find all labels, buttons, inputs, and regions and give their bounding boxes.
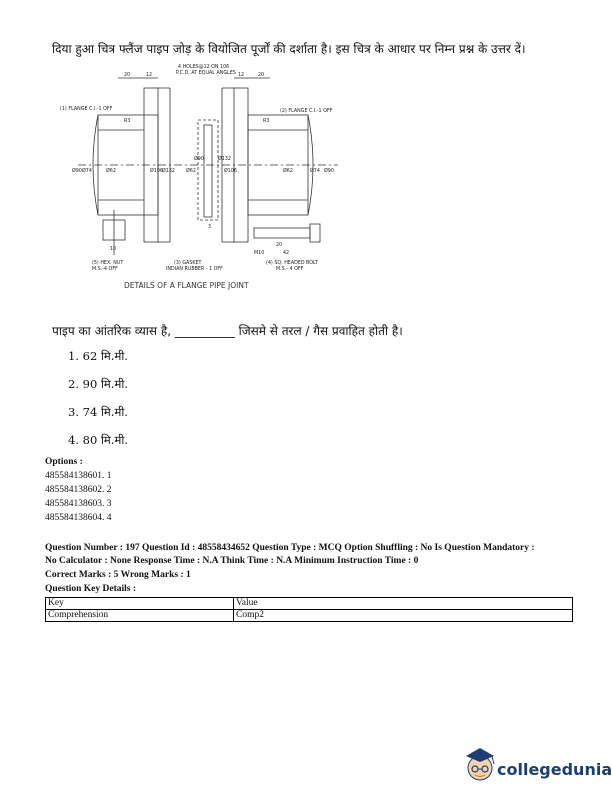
gasket-shape	[204, 125, 212, 217]
table-cell-value: Comp2	[234, 610, 573, 622]
option-value: 62	[82, 349, 98, 363]
sq-headed-bolt-shape	[254, 228, 310, 238]
dim-16: Ø62	[283, 169, 293, 174]
table-cell-key: Comprehension	[46, 610, 234, 622]
dim-22: 42	[283, 251, 290, 256]
option-id-1: 485584138601. 1	[45, 471, 112, 481]
holes-note-2: P.C.D. AT EQUAL ANGLES	[176, 71, 236, 76]
option-3[interactable]	[68, 405, 128, 420]
intro-text: दिया हुआ चित्र फ्लैंज पाइप जोड़ के वियोजित पूर्जों की दर्शाता है। इस चित्र के आधार पर निम्न प्रश्न के उत्तर दें।	[52, 42, 526, 56]
dim-17: Ø74	[310, 169, 320, 174]
meta-line-1: Question Number : 197 Question Id : 48558434652 Question Type : MCQ Option Shuffling : No Is Question Mandatory :	[45, 543, 535, 553]
question-text: पाइप का आंतरिक व्यास है, __________ जिसमे से तरल / गैस प्रवाहित होती है।	[52, 324, 403, 338]
dim-13: Ø90	[194, 157, 204, 162]
dim-15: Ø106	[224, 169, 237, 174]
option-unit: मि.मी.	[100, 405, 128, 419]
dim-1: 20	[124, 73, 131, 78]
dim-6: R3	[263, 119, 270, 124]
holes-note-1: 4 HOLES@12 ON 106	[178, 65, 230, 70]
table-header-row	[46, 598, 573, 610]
dim-10: Ø106	[150, 169, 163, 174]
dim-21: 20	[276, 243, 283, 248]
meta-line-2: No Calculator : None Response Time : N.A Think Time : N.A Minimum Instruction Time : 0	[45, 556, 419, 566]
dim-19: 3	[208, 225, 212, 230]
option-value: 80	[82, 433, 98, 447]
option-number: 3.	[68, 405, 79, 419]
dim-14: Ø132	[218, 157, 231, 162]
table-row	[46, 610, 573, 622]
dim-5: R3	[124, 119, 131, 124]
option-number: 4.	[68, 433, 79, 447]
dim-2: 12	[146, 73, 153, 78]
flange-pipe-joint-figure	[58, 60, 358, 292]
option-number: 1.	[68, 349, 79, 363]
label-bolt-2: M.S.- 4 OFF	[276, 267, 304, 272]
figure-caption: DETAILS OF A FLANGE PIPE JOINT	[124, 281, 249, 290]
table-header-key: Key	[46, 598, 234, 610]
option-value: 74	[82, 405, 98, 419]
label-hex-nut-1: (5) HEX. NUT	[92, 261, 124, 266]
key-details-heading: Question Key Details :	[45, 584, 137, 594]
dim-9: Ø62	[106, 169, 116, 174]
option-value: 90	[82, 377, 98, 391]
option-id-3: 485584138603. 3	[45, 499, 112, 509]
key-table	[45, 597, 573, 622]
label-flange-right: (2) FLANGE C.I.-1 OFF	[280, 109, 333, 114]
dim-4: 20	[258, 73, 265, 78]
option-4[interactable]	[68, 433, 128, 448]
option-1[interactable]	[68, 349, 128, 364]
label-flange-left: (1) FLANGE C.I.-1 OFF	[60, 107, 113, 112]
label-hex-nut-2: M.S.-4 OFF	[92, 267, 118, 272]
dim-23: M10	[254, 251, 265, 256]
dim-11: Ø132	[162, 169, 175, 174]
dim-3: 12	[238, 73, 245, 78]
option-id-2: 485584138602. 2	[45, 485, 112, 495]
dim-20: 10	[110, 247, 117, 252]
options-heading: Options :	[45, 457, 83, 467]
option-id-4: 485584138604. 4	[45, 513, 112, 523]
mascot-icon	[466, 748, 494, 780]
table-header-value: Value	[234, 598, 573, 610]
logo-text: collegedunia	[497, 760, 612, 779]
marks-line: Correct Marks : 5 Wrong Marks : 1	[45, 570, 191, 580]
dim-18: Ø90	[324, 169, 334, 174]
dim-7: Ø90	[72, 169, 82, 174]
option-unit: मि.मी.	[100, 433, 128, 447]
option-2[interactable]	[68, 377, 128, 392]
option-number: 2.	[68, 377, 79, 391]
dim-12: Ø62	[186, 169, 196, 174]
label-gasket-2: INDIAN RUBBER - 1 OFF	[166, 267, 223, 272]
dim-8: Ø74	[82, 169, 92, 174]
option-unit: मि.मी.	[100, 377, 128, 391]
label-bolt-1: (4) SQ. HEADED BOLT	[266, 261, 318, 266]
option-unit: मि.मी.	[100, 349, 128, 363]
label-gasket-1: (3) GASKET	[174, 261, 202, 266]
